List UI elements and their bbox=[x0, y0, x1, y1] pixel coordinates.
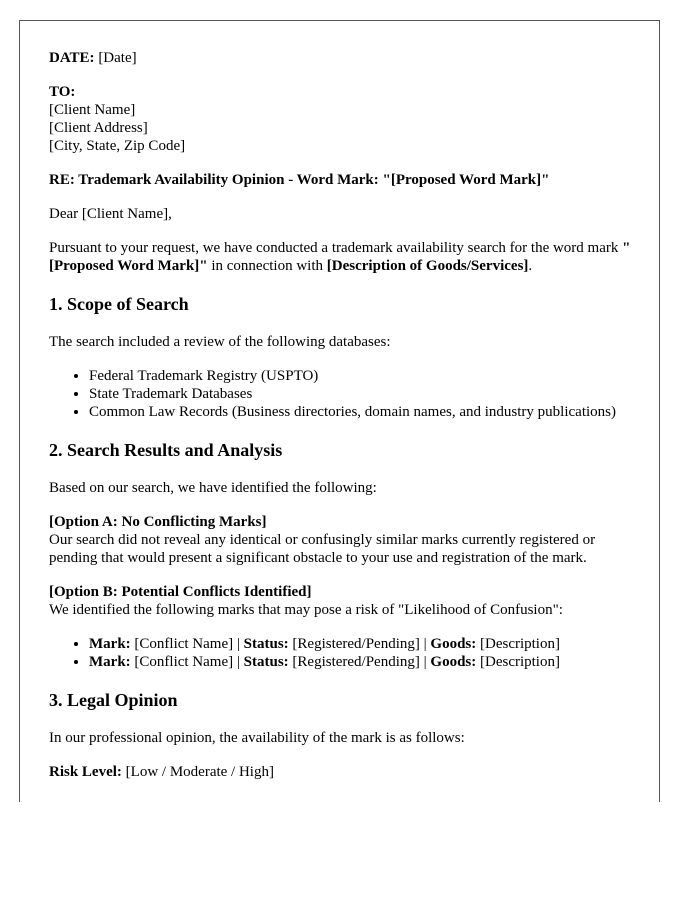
separator: | bbox=[423, 654, 427, 670]
letter-body bbox=[49, 49, 639, 797]
mark-value: [Conflict Name] bbox=[134, 636, 234, 652]
client-address-line: [Client Address] bbox=[49, 120, 148, 136]
intro-paragraph bbox=[49, 239, 639, 275]
list-item: • Federal Trademark Registry (USPTO) bbox=[89, 367, 639, 385]
list-item bbox=[89, 653, 639, 671]
option-b-text: We identified the following marks that may pose a risk of "Likelihood of Confusion": bbox=[49, 602, 563, 618]
list-item bbox=[89, 635, 639, 653]
section-2-heading: 2. Search Results and Analysis bbox=[49, 440, 283, 460]
conflict-list bbox=[49, 635, 639, 671]
option-a-title: [Option A: No Conflicting Marks] bbox=[49, 514, 267, 530]
section-3-heading: 3. Legal Opinion bbox=[49, 690, 178, 710]
city-state-zip-line: [City, State, Zip Code] bbox=[49, 138, 186, 154]
option-b bbox=[49, 583, 639, 619]
document-page bbox=[19, 20, 660, 802]
date-value: [Date] bbox=[98, 50, 137, 66]
section-1-heading: 1. Scope of Search bbox=[49, 294, 189, 314]
date-line bbox=[49, 49, 639, 67]
separator: | bbox=[236, 654, 240, 670]
list-item: • Common Law Records (Business directories, domain names, and industry publications) bbox=[89, 403, 639, 421]
status-value: [Registered/Pending] bbox=[292, 654, 420, 670]
date-label: DATE: bbox=[49, 50, 95, 66]
goods-description: [Description of Goods/Services] bbox=[326, 258, 529, 274]
section-1-intro: The search included a review of the following databases: bbox=[49, 334, 391, 350]
option-b-title: [Option B: Potential Conflicts Identified] bbox=[49, 584, 312, 600]
re-line: RE: Trademark Availability Opinion - Word Mark: "[Proposed Word Mark]" bbox=[49, 172, 550, 188]
risk-level-label: Risk Level: bbox=[49, 764, 122, 780]
option-a-text: Our search did not reveal any identical or confusingly similar marks currently registered or pending that would present a significant obstacle to your use and registration of the mark. bbox=[49, 532, 596, 566]
option-a bbox=[49, 513, 639, 567]
intro-text-1: Pursuant to your request, we have conducted a trademark availability search for the word mark bbox=[49, 240, 623, 256]
status-label: Status: bbox=[243, 636, 289, 652]
database-list bbox=[49, 367, 639, 421]
goods-value: [Description] bbox=[480, 654, 560, 670]
client-name-line: [Client Name] bbox=[49, 102, 136, 118]
mark-value: [Conflict Name] bbox=[134, 654, 234, 670]
status-value: [Registered/Pending] bbox=[292, 636, 420, 652]
recipient-block bbox=[49, 83, 639, 155]
separator: | bbox=[236, 636, 240, 652]
proposed-mark: "[Proposed Word Mark]" bbox=[49, 240, 631, 274]
mark-label: Mark: bbox=[89, 654, 131, 670]
section-2-intro: Based on our search, we have identified the following: bbox=[49, 480, 377, 496]
goods-label: Goods: bbox=[430, 654, 477, 670]
goods-value: [Description] bbox=[480, 636, 560, 652]
intro-text-3: . bbox=[528, 258, 533, 274]
salutation: Dear [Client Name], bbox=[49, 206, 172, 222]
mark-label: Mark: bbox=[89, 636, 131, 652]
section-3-intro: In our professional opinion, the availability of the mark is as follows: bbox=[49, 730, 465, 746]
separator: | bbox=[423, 636, 427, 652]
list-item: • State Trademark Databases bbox=[89, 385, 639, 403]
intro-text-2: in connection with bbox=[207, 258, 327, 274]
risk-level-value: [Low / Moderate / High] bbox=[125, 764, 274, 780]
status-label: Status: bbox=[243, 654, 289, 670]
to-label: TO: bbox=[49, 84, 76, 100]
risk-level-line bbox=[49, 763, 639, 781]
goods-label: Goods: bbox=[430, 636, 477, 652]
